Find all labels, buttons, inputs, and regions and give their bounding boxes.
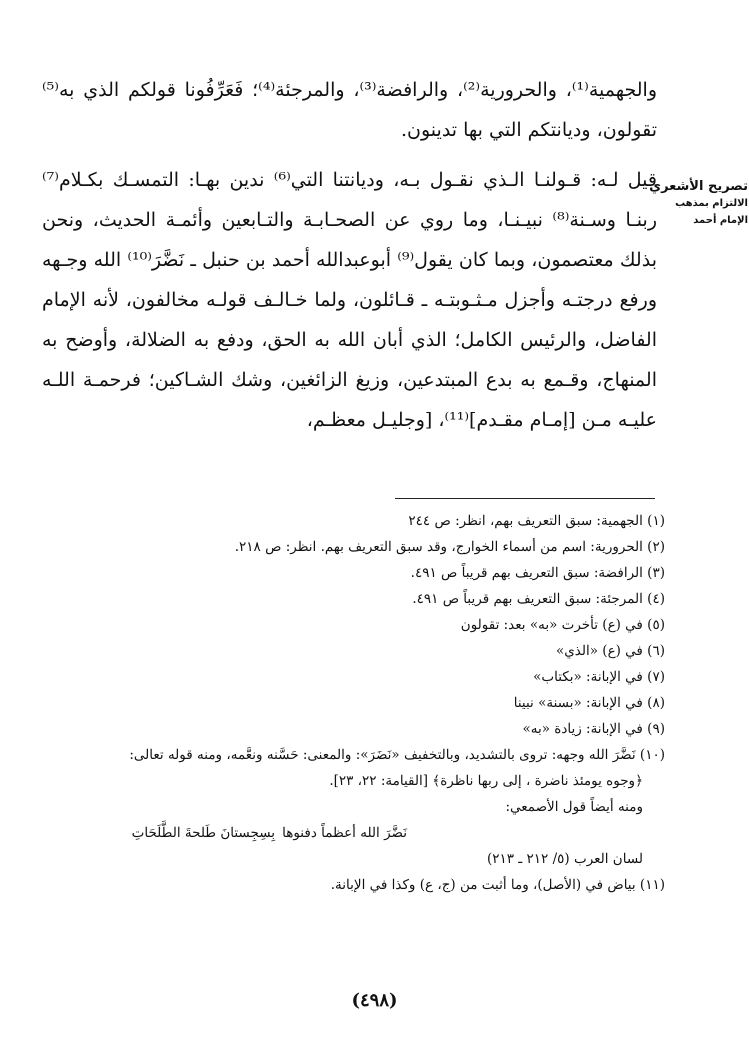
- footnote-10-asmai-intro: ومنه أيضاً قول الأصمعي:: [505, 799, 643, 815]
- margin-note-line-3: الإمام أحمد: [693, 215, 748, 226]
- footnote-7: (٧) في الإبانة: «بكتاب»: [533, 669, 665, 685]
- main-text: [42, 70, 657, 440]
- footnote-10-poetry-verse: [30, 820, 665, 846]
- page-number: (٤٩٨): [351, 990, 398, 1011]
- paragraph-gap: [42, 150, 657, 160]
- footnote-11: (١١) بياض في (الأصل)، وما أثبت من (ج، ع) وكذا في الإبانة.: [330, 877, 665, 893]
- footnote-2: (٢) الحرورية: اسم من أسماء الخوارج، وقد سبق التعريف بهم. انظر: ص ٢١٨.: [234, 539, 665, 555]
- footnote-10-quran-verse: ﴿وجوه يومئذ ناضرة ، إلى ربها ناظرة﴾ [القيامة: ٢٢، ٢٣].: [329, 773, 643, 789]
- verse-second-hemistich: بِسِجِستانَ طَلحةَ الطَّلَحَاتِ: [131, 825, 275, 841]
- margin-note-line-1: تصريح الأشعري: [649, 179, 748, 194]
- footnote-4: (٤) المرجئة: سبق التعريف بهم قريباً ص ٤٩١.: [412, 591, 665, 607]
- margin-note-line-2: الالتزام بمذهب: [675, 198, 748, 209]
- footnote-10-line-1: (١٠) نَضَّرَ الله وجهه: تروى بالتشديد، وبالتخفيف «نَضَرَ»: والمعنى: حَسَّنه ونعَّمه، ومنه قوله تعالى:: [129, 747, 665, 763]
- paragraph-1: والجهمية⁽¹⁾، والحرورية⁽²⁾، والرافضة⁽³⁾، والمرجئة⁽⁴⁾؛ فَعَرِّفُونا قولكم الذي به⁽⁵⁾ تقولون، وديانتكم التي بها تدينون.: [42, 79, 657, 141]
- footnote-10-source: لسان العرب (٥/ ٢١٢ ـ ٢١٣): [486, 851, 643, 867]
- footnotes: [30, 508, 665, 898]
- footnote-6: (٦) في (ع) «الذي»: [555, 643, 665, 659]
- verse-first-hemistich: نَضَّرَ الله أعظماً دفنوها: [282, 825, 407, 841]
- footnote-separator: [395, 498, 655, 499]
- footnote-8: (٨) في الإبانة: «بسنة» نبينا: [513, 695, 665, 711]
- footnote-3: (٣) الرافضة: سبق التعريف بهم قريباً ص ٤٩١.: [410, 565, 665, 581]
- footnote-9: (٩) في الإبانة: زيادة «به»: [522, 721, 665, 737]
- footnote-1: (١) الجهمية: سبق التعريف بهم، انظر: ص ٢٤٤: [408, 513, 665, 529]
- footnote-5: (٥) في (ع) تأخرت «به» بعد: تقولون: [460, 617, 665, 633]
- paragraph-2: قيل لـه: قـولنـا الـذي نقـول بـه، وديانتنا التي⁽⁶⁾ ندين بهـا: التمسـك بكـلام⁽⁷⁾ ربنـا وسـنة⁽⁸⁾ نبيـنـا، وما روي عن الصحـابـة والتـابعين وأئمـة الحديث، ونحن بذلك معتصمون، وبما كان يقول⁽⁹⁾ أبوعبدالله أحمد بن حنبل ـ نَضَّرَ⁽¹⁰⁾ الله وجـهه ورفع درجتـه وأجزل مـثـوبتـه ـ قـائلون، ولما خـالـف قولـه مخالفون، لأنه الإمام الفاضل، والرئيس الكامل؛ الذي أبان الله به الحق، ودفع به الضلالة، وأوضح به المنهاج، وقـمع به بدع المبتدعين، وزيغ الزائغين، وشك الشـاكين؛ فرحمـة اللـه عليـه مـن [إمـام مقـدم]⁽¹¹⁾، [وجليـل معظـم،: [42, 169, 657, 431]
- margin-note: [649, 178, 748, 229]
